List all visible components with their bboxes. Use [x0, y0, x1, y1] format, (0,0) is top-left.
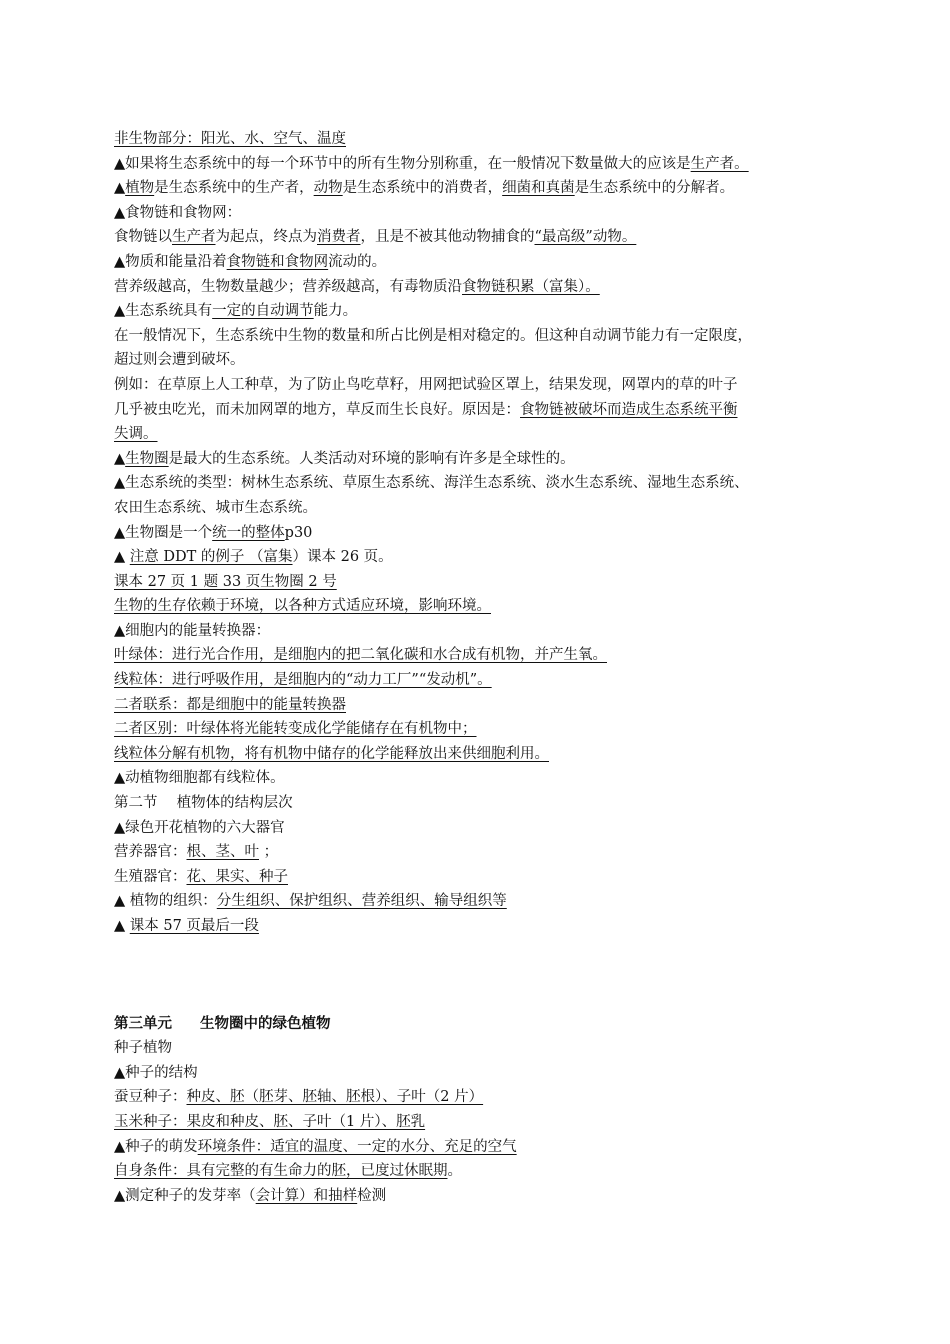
underlined-term: 一定的自动调节 — [212, 303, 314, 320]
underlined-term: 食物链被破坏而造成生态系统平衡 — [520, 401, 738, 418]
underlined-term: “最高级”动物。 — [534, 229, 637, 246]
underlined-term: 生产者。 — [690, 155, 749, 172]
text-segment: 为起点，终点为 — [215, 229, 317, 246]
text-segment: ▲食物链和食物网： — [114, 204, 242, 221]
text-line — [114, 324, 849, 349]
text-segment: ▲生物圈是一个 — [114, 524, 213, 541]
text-segment: 种子植物 — [114, 1040, 172, 1057]
text-line — [114, 152, 849, 177]
underlined-term: 根、茎、叶 — [186, 844, 259, 861]
text-line — [114, 201, 849, 226]
underlined-term: 自身条件：具有完整的有生命力的胚，已度过休眠期 — [114, 1163, 448, 1180]
text-line — [114, 496, 849, 521]
text-segment: 能力。 — [313, 303, 358, 320]
text-line — [114, 447, 849, 472]
underlined-term: 玉米种子：果皮和种皮、胚、子叶（1 片）、胚乳 — [114, 1113, 426, 1130]
text-segment: ▲ — [114, 450, 126, 467]
text-segment: ▲ 植物的组织： — [114, 893, 217, 910]
text-segment: 生殖器官： — [114, 868, 187, 885]
text-segment: ▲ — [114, 549, 130, 566]
text-segment: 是生态系统中的生产者， — [154, 180, 314, 197]
text-line — [114, 545, 849, 570]
text-segment: ▲物质和能量沿着 — [114, 253, 227, 270]
text-line — [114, 348, 849, 373]
text-segment: p30 — [284, 524, 313, 541]
underlined-term: 花、果实、种子 — [186, 868, 288, 885]
text-segment: 例如：在草原上人工种草，为了防止鸟吃草籽，用网把试验区罩上，结果发现，网罩内的草的叶子 — [114, 376, 738, 393]
text-segment: 第二节 植物体的结构层次 — [114, 795, 293, 812]
underlined-term: 会计算）和抽样 — [255, 1187, 358, 1204]
text-segment: ▲生态系统具有 — [114, 303, 213, 320]
text-segment: ）课本 26 页。 — [292, 549, 393, 566]
text-line — [114, 422, 849, 447]
text-line — [114, 127, 849, 152]
underlined-term: 非生物部分：阳光、水、空气、温度 — [114, 131, 346, 147]
text-segment: ▲动植物细胞都有线粒体。 — [114, 770, 285, 787]
text-segment: ； — [259, 844, 279, 861]
text-line — [114, 398, 849, 423]
text-line — [114, 1184, 849, 1209]
text-line — [114, 1036, 849, 1061]
underlined-term: 二者联系：都是细胞中的能量转换器 — [114, 696, 346, 713]
text-line — [114, 742, 849, 767]
underlined-term: 食物链和食物网 — [226, 253, 329, 270]
text-line — [114, 643, 849, 668]
text-segment: 。 — [447, 1163, 462, 1180]
underlined-term: 环境条件：适宜的温度、一定的水分、充足的空气 — [197, 1138, 517, 1155]
underlined-term: 叶绿体：进行光合作用，是细胞内的把二氧化碳和水合成有机物，并产生氧。 — [114, 647, 607, 664]
underlined-term: 食物链积累（富集）。 — [462, 278, 600, 295]
unit-heading-number: 第三单元 — [114, 1015, 172, 1032]
underlined-term: 课本 27 页 1 题 33 页生物圈 2 号 — [114, 573, 337, 590]
text-segment: 营养级越高，生物数量越少；营养级越高，有毒物质沿 — [114, 278, 462, 295]
section-spacer — [114, 939, 849, 1012]
underlined-term: 失调。 — [114, 426, 158, 443]
text-segment: 食物链以 — [114, 229, 172, 246]
underlined-term: 植物 — [125, 180, 155, 197]
text-line — [114, 373, 849, 398]
document-body — [114, 127, 849, 1208]
text-segment: 几乎被虫吃光，而未加网罩的地方，草反而生长良好。原因是： — [114, 401, 520, 418]
text-segment: 是生态系统中的消费者， — [342, 180, 503, 197]
text-line — [114, 791, 849, 816]
text-line — [114, 816, 849, 841]
underlined-term: 统一的整体 — [212, 524, 285, 541]
text-segment: ▲生态系统的类型：树林生态系统、草原生态系统、海洋生态系统、淡水生态系统、湿地生态系统、 — [114, 475, 749, 492]
text-line — [114, 717, 849, 742]
text-line — [114, 889, 849, 914]
text-segment: 是最大的生态系统。人类活动对环境的影响有许多是全球性的。 — [168, 450, 575, 467]
underlined-term: 课本 57 页最后一段 — [129, 918, 259, 934]
text-segment: 营养器官： — [114, 844, 187, 861]
text-segment: ▲种子的结构 — [114, 1064, 198, 1081]
text-line — [114, 1085, 849, 1110]
text-segment: ▲ — [114, 180, 126, 197]
text-line — [114, 766, 849, 791]
text-line — [114, 521, 849, 546]
unit-heading — [114, 1012, 849, 1037]
underlined-term: 分生组织、保护组织、营养组织、输导组织等 — [216, 893, 507, 910]
text-line — [114, 250, 849, 275]
text-segment: ▲种子的萌发 — [114, 1138, 198, 1155]
underlined-term: 二者区别：叶绿体将光能转变成化学能储存在有机物中； — [114, 721, 477, 738]
text-line — [114, 471, 849, 496]
notes-section-ecosystem — [114, 127, 849, 939]
text-segment: ▲ — [114, 918, 130, 934]
text-line — [114, 594, 849, 619]
text-segment: 是生态系统中的分解者。 — [574, 180, 735, 197]
text-line — [114, 619, 849, 644]
text-line — [114, 865, 849, 890]
underlined-term: 线粒体分解有机物，将有机物中储存的化学能释放出来供细胞利用。 — [114, 745, 549, 762]
text-segment: ▲细胞内的能量转换器： — [114, 622, 271, 639]
text-line — [114, 914, 849, 939]
text-line — [114, 1135, 849, 1160]
text-segment: ▲测定种子的发芽率（ — [114, 1187, 256, 1204]
text-line — [114, 299, 849, 324]
text-segment: 流动的。 — [328, 253, 387, 270]
text-line — [114, 225, 849, 250]
underlined-term: 动物 — [313, 180, 343, 197]
text-segment: 检测 — [357, 1187, 387, 1204]
underlined-term: 消费者 — [317, 229, 361, 246]
text-segment: 超过则会遭到破坏。 — [114, 352, 245, 369]
text-segment: 农田生态系统、城市生态系统。 — [114, 499, 317, 516]
text-line — [114, 668, 849, 693]
text-line — [114, 176, 849, 201]
text-line — [114, 840, 849, 865]
text-line — [114, 275, 849, 300]
unit-heading-title: 生物圈中的绿色植物 — [200, 1015, 331, 1032]
underlined-term: 细菌和真菌 — [502, 180, 575, 197]
text-segment: ，且是不被其他动物捕食的 — [360, 229, 535, 246]
underlined-term: 种皮、胚（胚芽、胚轴、胚根）、子叶（2 片） — [186, 1089, 484, 1106]
text-line — [114, 570, 849, 595]
text-segment: 蚕豆种子： — [114, 1089, 187, 1106]
underlined-term: 生产者 — [172, 229, 216, 246]
text-line — [114, 1061, 849, 1086]
underlined-term: 线粒体：进行呼吸作用，是细胞内的“动力工厂”“发动机”。 — [114, 672, 492, 689]
underlined-term: 生物圈 — [125, 450, 169, 467]
text-segment: ▲如果将生态系统中的每一个环节中的所有生物分别称重，在一般情况下数量做大的应该是 — [114, 155, 691, 172]
text-segment: 在一般情况下，生态系统中生物的数量和所占比例是相对稳定的。但这种自动调节能力有一定限度， — [114, 327, 752, 344]
text-line — [114, 1159, 849, 1184]
text-line — [114, 693, 849, 718]
text-line — [114, 1110, 849, 1135]
underlined-term: 注意 DDT 的例子 （富集 — [129, 549, 293, 566]
text-segment: ▲绿色开花植物的六大器官 — [114, 819, 285, 836]
notes-section-green-plants — [114, 1036, 849, 1208]
underlined-term: 生物的生存依赖于环境，以各种方式适应环境，影响环境。 — [114, 598, 491, 615]
